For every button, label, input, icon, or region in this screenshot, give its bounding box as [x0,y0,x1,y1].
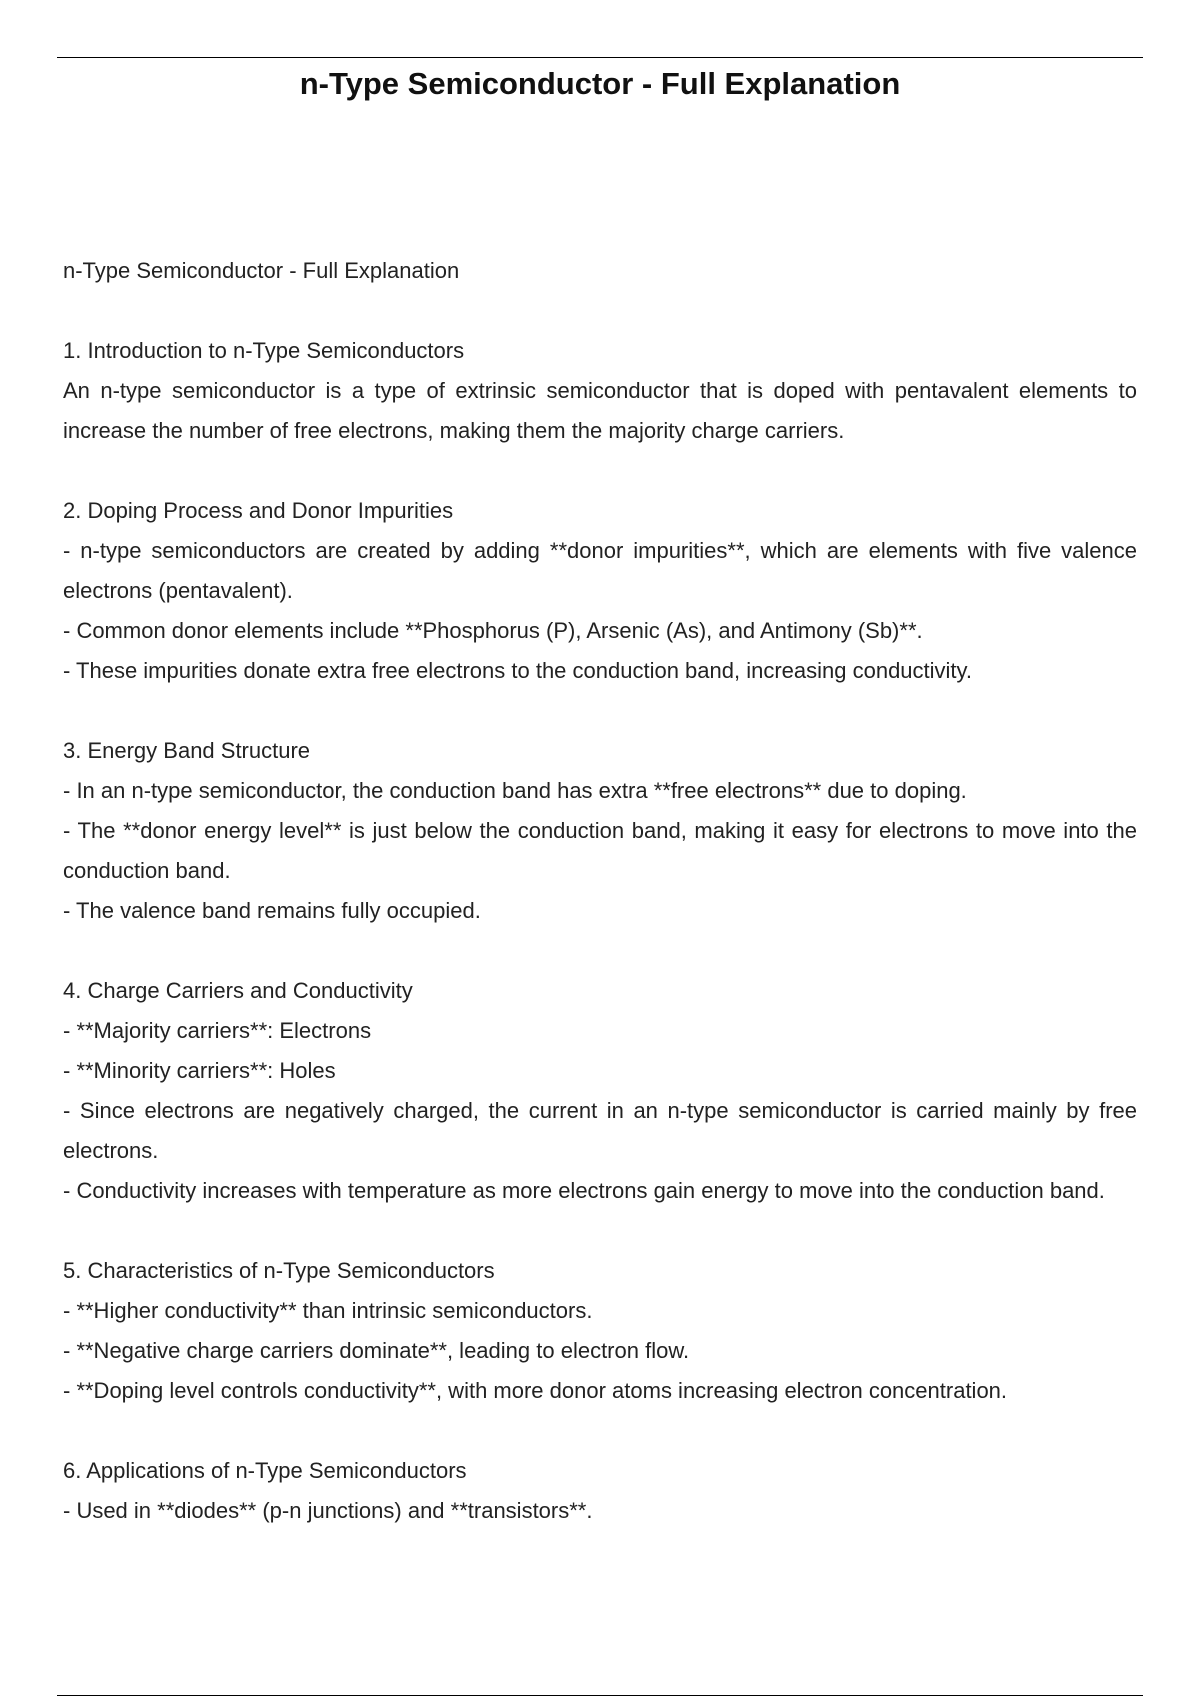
list-item: - Common donor elements include **Phosphorus (P), Arsenic (As), and Antimony (Sb)**. [63,618,923,643]
section-characteristics [63,1251,1137,1411]
document-title: n-Type Semiconductor - Full Explanation [299,66,901,101]
section-introduction [63,331,1137,451]
list-item: - The **donor energy level** is just below the conduction band, making it easy for electrons to move into the conduction band. [63,818,1137,883]
bullet-list [63,1011,1137,1211]
bullet-list [63,771,1137,931]
section-doping-process [63,491,1137,691]
bullet-list [63,1491,1137,1531]
list-item: - **Majority carriers**: Electrons [63,1018,372,1043]
section-heading: 6. Applications of n-Type Semiconductors [63,1458,467,1483]
list-item: - Conductivity increases with temperature as more electrons gain energy to move into the conduction band. [63,1178,1105,1203]
section-paragraph: An n-type semiconductor is a type of extrinsic semiconductor that is doped with pentavalent elements to increase the number of free electrons, making them the majority charge carriers. [63,378,1137,443]
document-body [63,251,1137,1531]
list-item: - These impurities donate extra free electrons to the conduction band, increasing conductivity. [63,658,973,683]
section-energy-band [63,731,1137,931]
list-item: - Since electrons are negatively charged, the current in an n-type semiconductor is carried mainly by free electrons. [63,1098,1137,1163]
section-applications [63,1451,1137,1531]
list-item: - **Minority carriers**: Holes [63,1058,336,1083]
section-heading: 4. Charge Carriers and Conductivity [63,978,413,1003]
list-item: - n-type semiconductors are created by adding **donor impurities**, which are elements with five valence electrons (pentavalent). [63,538,1137,603]
top-rule [57,57,1143,58]
document-subtitle: n-Type Semiconductor - Full Explanation [63,258,460,283]
list-item: - In an n-type semiconductor, the conduction band has extra **free electrons** due to doping. [63,778,967,803]
section-heading: 3. Energy Band Structure [63,738,311,763]
list-item: - **Doping level controls conductivity**, with more donor atoms increasing electron concentration. [63,1378,1008,1403]
bullet-list [63,531,1137,691]
section-heading: 2. Doping Process and Donor Impurities [63,498,454,523]
bottom-rule [57,1695,1143,1696]
section-heading: 1. Introduction to n-Type Semiconductors [63,338,465,363]
list-item: - **Higher conductivity** than intrinsic semiconductors. [63,1298,593,1323]
section-charge-carriers [63,971,1137,1211]
list-item: - **Negative charge carriers dominate**, leading to electron flow. [63,1338,690,1363]
list-item: - The valence band remains fully occupied. [63,898,481,923]
list-item: - Used in **diodes** (p-n junctions) and **transistors**. [63,1498,593,1523]
bullet-list [63,1291,1137,1411]
section-heading: 5. Characteristics of n-Type Semiconductors [63,1258,495,1283]
